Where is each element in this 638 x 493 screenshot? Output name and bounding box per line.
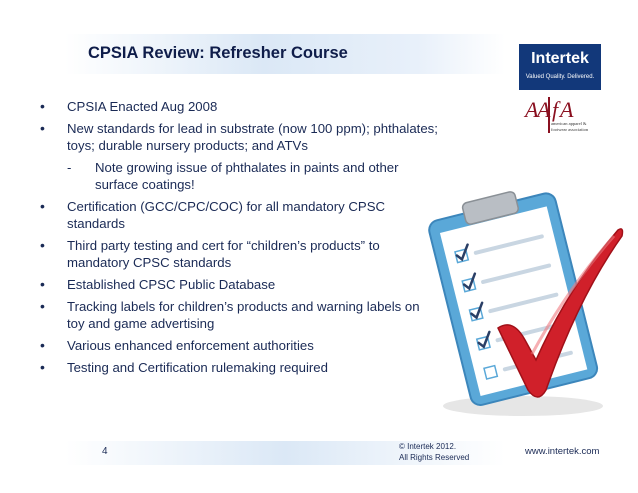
- intertek-logo-tagline: Valued Quality. Delivered.: [525, 74, 595, 80]
- sub-bullet-text: Note growing issue of phthalates in paints and other surface coatings!: [95, 160, 399, 192]
- bullet-text: CPSIA Enacted Aug 2008: [67, 99, 218, 114]
- svg-text:A: A: [525, 97, 539, 122]
- bullet-dot: •: [40, 337, 45, 353]
- intertek-logo-name: Intertek: [531, 50, 589, 67]
- page-number: 4: [102, 446, 108, 457]
- bullet-text: Certification (GCC/CPC/COC) for all mandatory CPSC standards: [67, 199, 386, 231]
- bullet-dot: •: [40, 276, 45, 292]
- bullet-dot: •: [40, 120, 45, 136]
- slide-title: CPSIA Review: Refresher Course: [88, 44, 348, 62]
- bullet-item: [40, 298, 440, 332]
- bullet-dot: •: [40, 359, 45, 375]
- website-link[interactable]: www.intertek.com: [525, 446, 600, 457]
- intertek-logo: [519, 44, 601, 90]
- bullet-item: [40, 98, 440, 115]
- sub-bullet-dash: -: [67, 160, 72, 175]
- svg-text:A: A: [560, 97, 574, 122]
- svg-text:f: f: [552, 97, 559, 122]
- bullet-item: [40, 337, 440, 354]
- bullet-item: [40, 276, 440, 293]
- bullet-text: Established CPSC Public Database: [67, 277, 276, 292]
- sub-bullet-item: [40, 159, 440, 193]
- bullet-text: Various enhanced enforcement authorities: [67, 338, 314, 353]
- bullet-item: [40, 120, 440, 154]
- bullet-dot: •: [40, 98, 45, 114]
- bullet-item: [40, 359, 440, 376]
- copyright-line-2: All Rights Reserved: [399, 453, 470, 462]
- svg-text:american apparel &: american apparel &: [551, 121, 587, 126]
- svg-text:A: A: [537, 97, 551, 122]
- bullet-item: [40, 198, 440, 232]
- bullet-dot: •: [40, 237, 45, 253]
- bullet-list: [40, 98, 440, 381]
- bullet-dot: •: [40, 298, 45, 314]
- bullet-text: Tracking labels for children’s products and warning labels on toy and game advertising: [67, 299, 420, 331]
- checklist-clipboard-icon: [428, 178, 628, 428]
- copyright: [399, 441, 469, 463]
- copyright-line-1: © Intertek 2012.: [399, 442, 457, 451]
- bullet-item: [40, 237, 440, 271]
- aafa-logo: [523, 95, 599, 135]
- svg-text:footwear association: footwear association: [551, 127, 589, 132]
- bullet-text: New standards for lead in substrate (now 100 ppm); phthalates; toys; durable nursery products; and ATVs: [67, 121, 438, 153]
- bullet-text: Testing and Certification rulemaking required: [67, 360, 328, 375]
- bullet-dot: •: [40, 198, 45, 214]
- bullet-text: Third party testing and cert for “children’s products” to mandatory CPSC standards: [67, 238, 380, 270]
